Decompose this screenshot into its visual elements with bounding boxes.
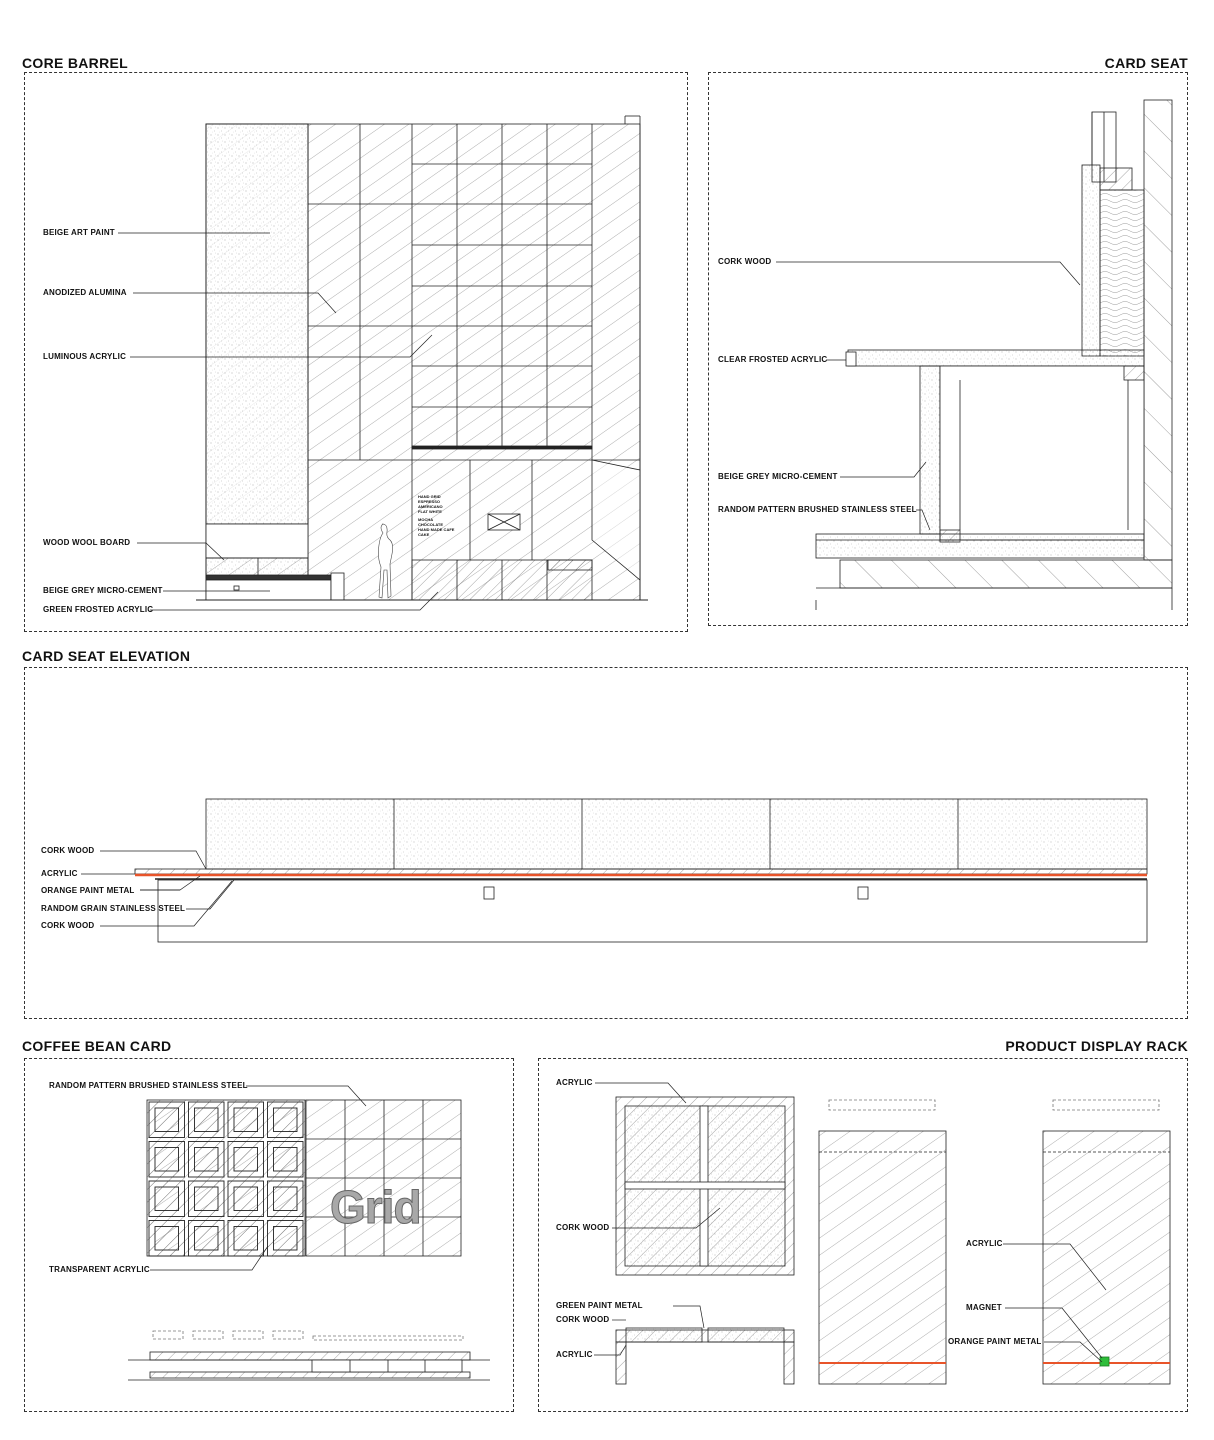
menu-line: MOCHA	[418, 517, 434, 522]
coffee-bean-card-frame	[24, 1058, 514, 1412]
card-seat-title: CARD SEAT	[1104, 55, 1188, 71]
label-transparent-acrylic: TRANSPARENT ACRYLIC	[49, 1265, 150, 1274]
label-green-paint-metal: GREEN PAINT METAL	[556, 1301, 643, 1310]
label-acrylic-rack: ACRYLIC	[966, 1239, 1003, 1248]
label-random-grain-stainless-steel: RANDOM GRAIN STAINLESS STEEL	[41, 904, 186, 913]
product-display-rack-frame	[538, 1058, 1188, 1412]
menu-line: HAND GRID	[418, 494, 441, 499]
label-luminous-acrylic: LUMINOUS ACRYLIC	[43, 352, 127, 361]
label-beige-grey-micro-cement: BEIGE GREY MICRO-CEMENT	[43, 586, 163, 595]
label-anodized-alumina: ANODIZED ALUMINA	[43, 288, 127, 297]
label-acrylic-section: ACRYLIC	[556, 1350, 593, 1359]
card-seat-elevation-frame	[24, 667, 1188, 1019]
label-cork-wood-panel: CORK WOOD	[556, 1223, 610, 1232]
label-green-frosted-acrylic: GREEN FROSTED ACRYLIC	[43, 605, 154, 614]
menu-line: CHOCOLATE	[418, 522, 444, 527]
menu-line: FLAT WHITE	[418, 509, 442, 514]
coffee-bean-card-title: COFFEE BEAN CARD	[22, 1038, 172, 1054]
label-random-pattern-brushed-stainless-steel: RANDOM PATTERN BRUSHED STAINLESS STEEL	[718, 505, 917, 514]
menu-line: ESPRESSO	[418, 499, 441, 504]
card-seat-elevation-title: CARD SEAT ELEVATION	[22, 648, 191, 664]
grid-logo-text: Grid	[330, 1181, 421, 1233]
label-random-pattern-brushed-stainless-steel: RANDOM PATTERN BRUSHED STAINLESS STEEL	[49, 1081, 248, 1090]
label-cork-wood-section: CORK WOOD	[556, 1315, 610, 1324]
label-wood-wool-board: WOOD WOOL BOARD	[43, 538, 131, 547]
core-barrel-title: CORE BARREL	[22, 55, 128, 71]
label-cork-wood-top: CORK WOOD	[41, 846, 95, 855]
product-display-rack-title: PRODUCT DISPLAY RACK	[1005, 1038, 1188, 1054]
label-beige-art-paint: BEIGE ART PAINT	[43, 228, 115, 237]
label-acrylic: ACRYLIC	[41, 869, 78, 878]
label-beige-grey-micro-cement: BEIGE GREY MICRO-CEMENT	[718, 472, 838, 481]
card-seat-frame	[708, 72, 1188, 626]
menu-line: CAKE	[418, 532, 430, 537]
label-orange-paint-metal: ORANGE PAINT METAL	[948, 1337, 1042, 1346]
menu-line: AMERICANO	[418, 504, 443, 509]
label-cork-wood: CORK WOOD	[718, 257, 772, 266]
label-magnet: MAGNET	[966, 1303, 1002, 1312]
label-cork-wood-bottom: CORK WOOD	[41, 921, 95, 930]
menu-line: HAND MADE CAFE	[418, 527, 455, 532]
label-clear-frosted-acrylic: CLEAR FROSTED ACRYLIC	[718, 355, 828, 364]
label-acrylic-top: ACRYLIC	[556, 1078, 593, 1087]
label-orange-paint-metal: ORANGE PAINT METAL	[41, 886, 135, 895]
